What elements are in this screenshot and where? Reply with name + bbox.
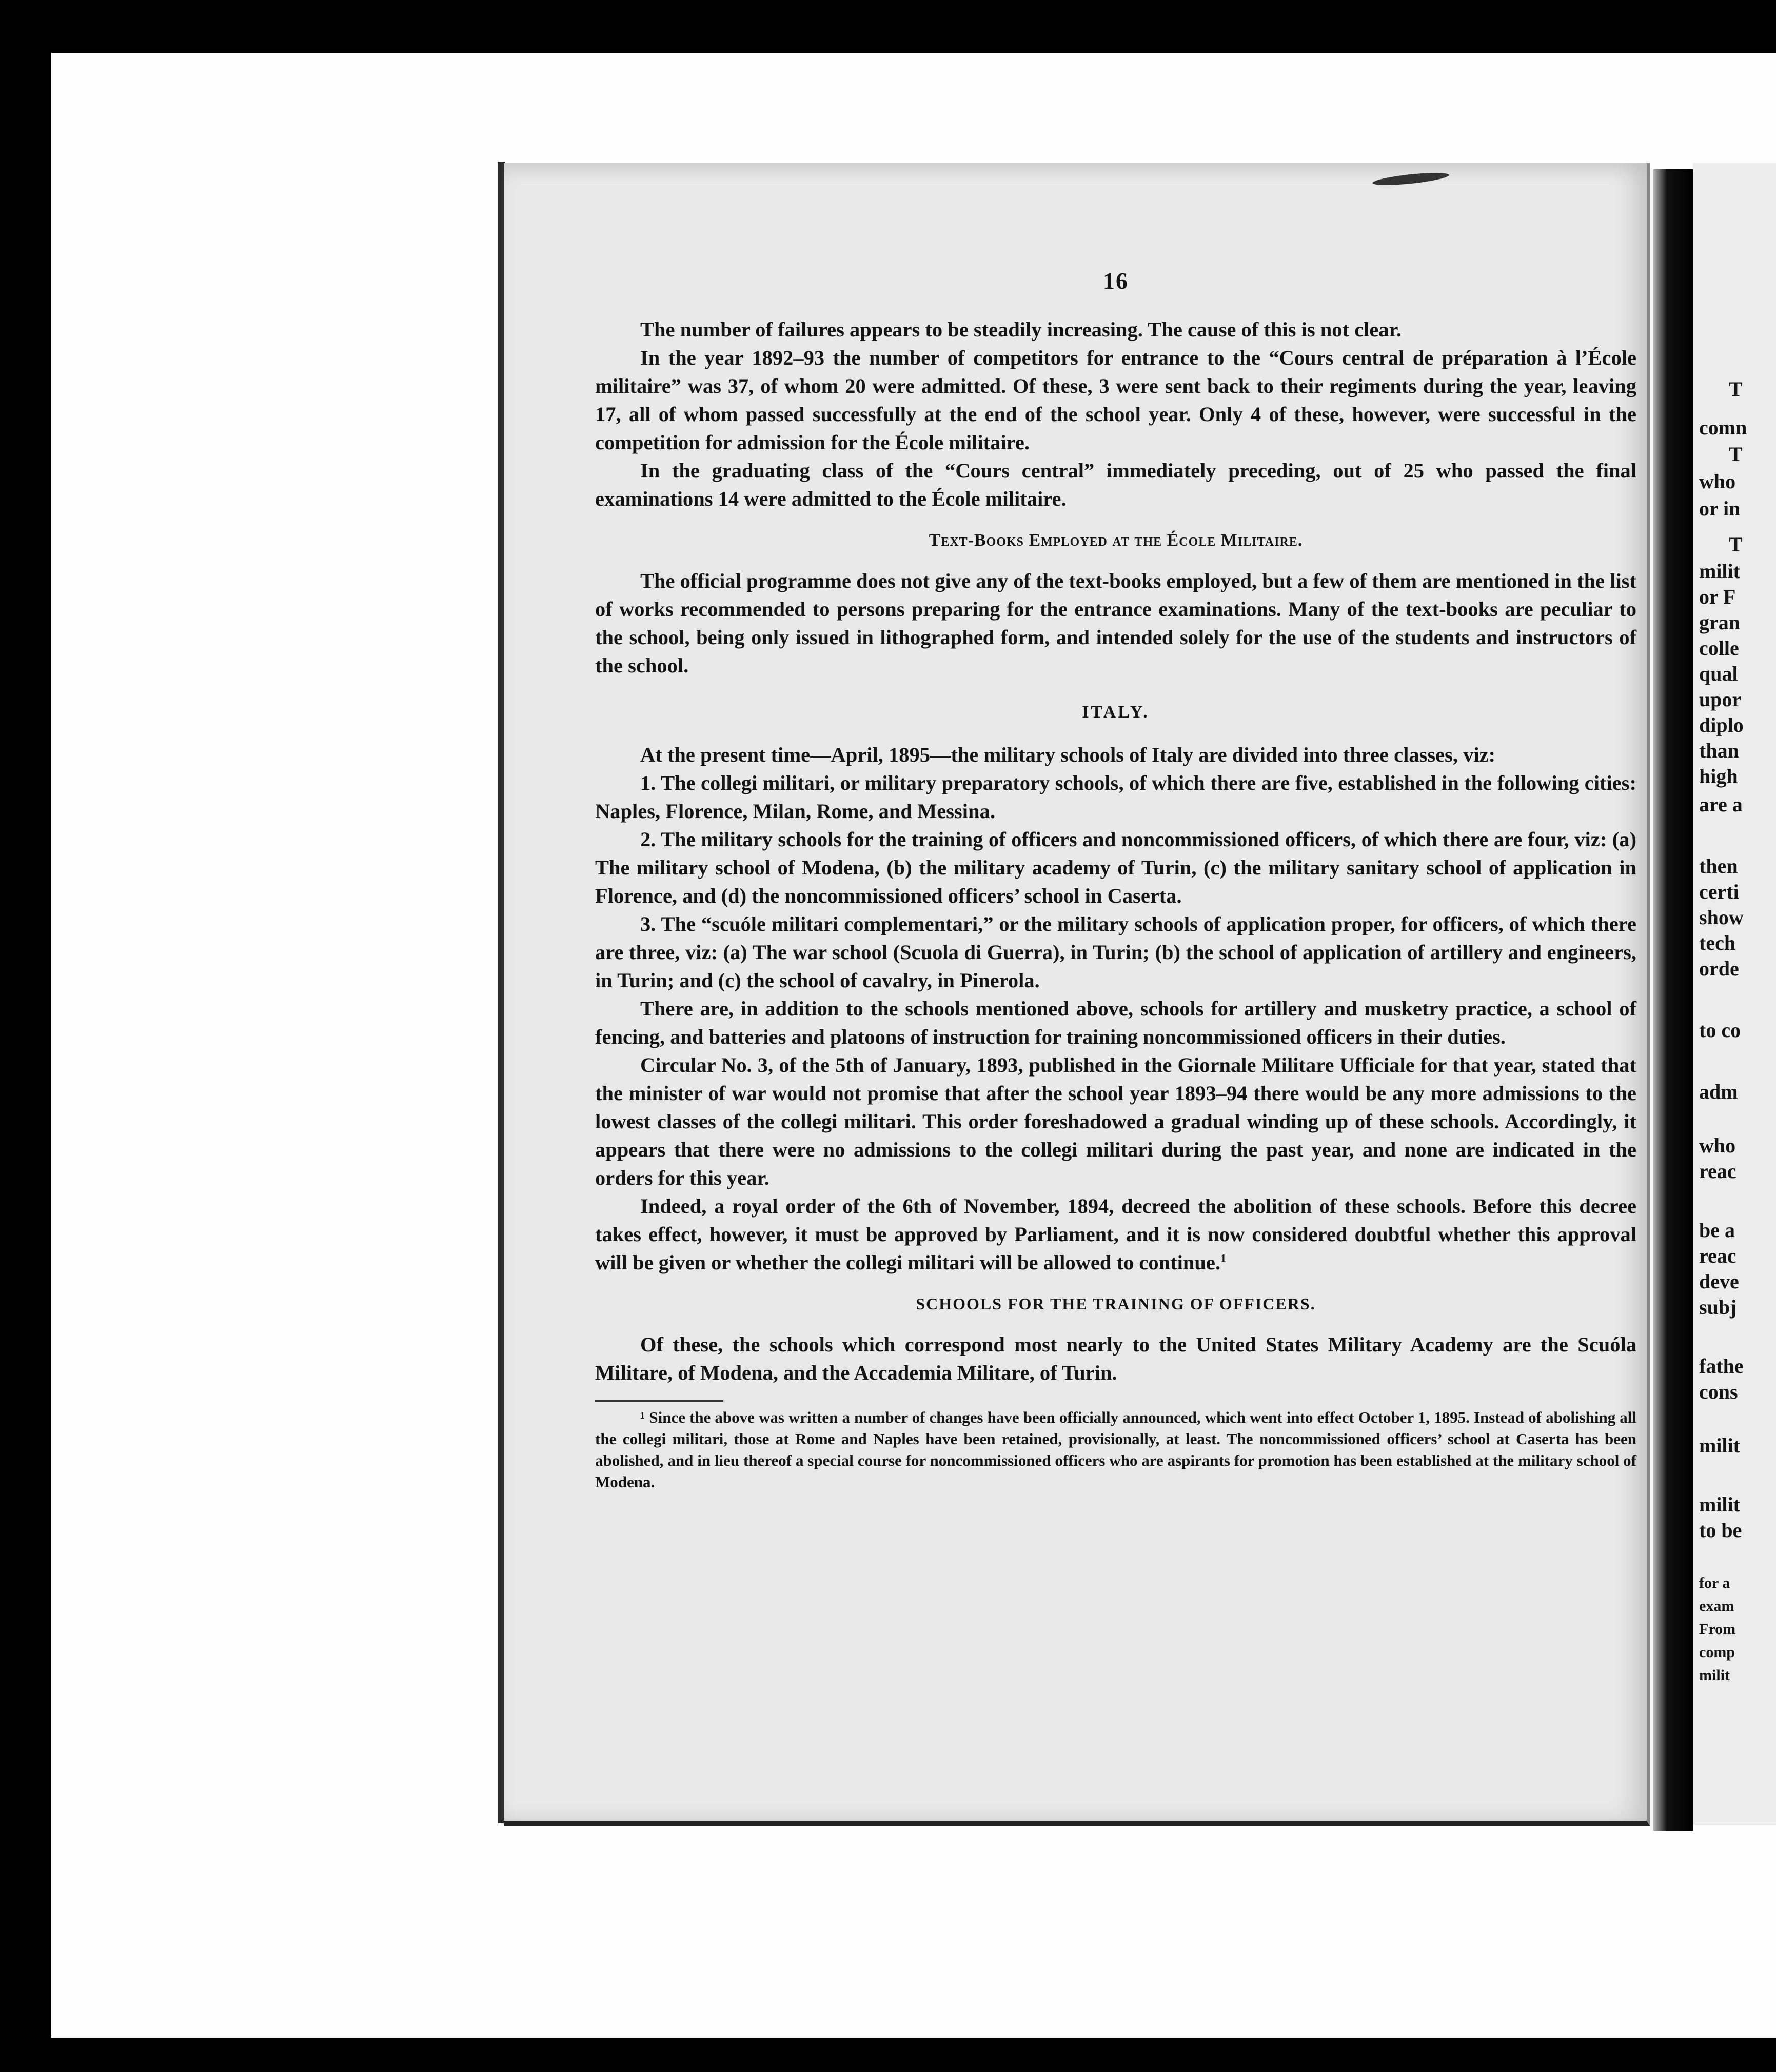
adjacent-page-fragment: subj bbox=[1699, 1296, 1737, 1319]
adjacent-page-fragment: comn bbox=[1699, 416, 1747, 439]
adjacent-page-fragment: for a bbox=[1699, 1575, 1730, 1591]
paragraph: In the year 1892–93 the number of competitors for entrance to the “Cours central de préparation à l’École militaire” was 37, of whom 20 were admitted. Of these, 3 were sent back to their regiments during the year, leaving 17, all of whom passed successfully at the end of the school year. Only 4 of these, however, were successful in the competition for admission for the École militaire. bbox=[595, 346, 1636, 454]
adjacent-page-fragment: show bbox=[1699, 906, 1744, 929]
adjacent-page-fragment: T bbox=[1729, 443, 1743, 466]
adjacent-page-fragment: certi bbox=[1699, 880, 1739, 903]
adjacent-page-fragment: milit bbox=[1699, 1434, 1740, 1457]
section-heading-officers: SCHOOLS FOR THE TRAINING OF OFFICERS. bbox=[916, 1294, 1316, 1313]
paragraph bbox=[595, 1192, 1636, 1277]
adjacent-page-fragment: reac bbox=[1699, 1244, 1736, 1267]
paragraph: At the present time—April, 1895—the military schools of Italy are divided into three classes, viz: bbox=[640, 743, 1496, 766]
adjacent-page-fragment: fathe bbox=[1699, 1354, 1744, 1378]
adjacent-page-fragment: who bbox=[1699, 1134, 1736, 1157]
adjacent-page-fragment: high bbox=[1699, 765, 1738, 788]
adjacent-page-fragment: upor bbox=[1699, 688, 1742, 711]
paragraph: Circular No. 3, of the 5th of January, 1893, published in the Giornale Militare Ufficiale for that year, stated that the minister of war would not promise that after the school year 1893–94 there would be any more admissions to the lowest classes of the collegi militari. This order foreshadowed a gradual winding up of these schools. Accordingly, it appears that there were no admissions to the collegi militari during the past year, and none are indicated in the orders for this year. bbox=[595, 1053, 1636, 1189]
adjacent-page-fragment: From bbox=[1699, 1621, 1736, 1638]
paragraph-text: Indeed, a royal order of the 6th of November, 1894, decreed the abolition of these schools. Before this decree takes effect, however, it must be approved by Parliament, and it is now considered doubtful whether this approval will be given or whether the collegi militari will be allowed to continue. bbox=[595, 1194, 1636, 1274]
paragraph: The official programme does not give any of the text-books employed, but a few of them are mentioned in the list of works recommended to persons preparing for the entrance examinations. Many of the text-books are peculiar to the school, being only issued in lithographed form, and intended solely for the use of the students and instructors of the school. bbox=[595, 569, 1636, 677]
adjacent-page-fragment: exam bbox=[1699, 1598, 1734, 1615]
paragraph: The number of failures appears to be steadily increasing. The cause of this is not clear. bbox=[640, 318, 1402, 341]
paragraph: Of these, the schools which correspond most nearly to the United States Military Academy are the Scuóla Militare, of Modena, and the Accademia Militare, of Turin. bbox=[595, 1333, 1636, 1384]
adjacent-page-fragment: cons bbox=[1699, 1380, 1738, 1403]
adjacent-page-fragment: gran bbox=[1699, 611, 1740, 634]
footnote: ¹ Since the above was written a number of changes have been officially announced, which went into effect October 1, 1895. Instead of abolishing all the collegi militari, those at Rome and Naples have been retained, provisionally, at least. The noncommissioned officers’ school at Caserta has been abolished, and in lieu thereof a special course for noncommissioned officers who are aspirants for promotion has been established at the military school of Modena. bbox=[595, 1408, 1636, 1491]
adjacent-page-fragment: to be bbox=[1699, 1519, 1742, 1542]
footnote-marker: 1 bbox=[1220, 1251, 1227, 1265]
adjacent-page-fragment: T bbox=[1729, 533, 1743, 556]
paragraph: There are, in addition to the schools mentioned above, schools for artillery and musketry practice, a school of fencing, and batteries and platoons of instruction for training noncommissioned officers in their duties. bbox=[595, 997, 1636, 1048]
adjacent-page-fragment: then bbox=[1699, 854, 1738, 878]
footnote-divider bbox=[595, 1400, 723, 1402]
section-heading-italy: ITALY. bbox=[1082, 703, 1150, 722]
page-content bbox=[595, 267, 1636, 1493]
adjacent-page-fragment: orde bbox=[1699, 957, 1739, 980]
adjacent-page-fragment: colle bbox=[1699, 636, 1739, 660]
list-item: 1. The collegi militari, or military preparatory schools, of which there are five, established in the following cities: Naples, Florence, Milan, Rome, and Messina. bbox=[595, 771, 1636, 823]
adjacent-page-fragment: diplo bbox=[1699, 713, 1744, 736]
adjacent-page-fragment: who bbox=[1699, 470, 1736, 493]
adjacent-page-fragment: than bbox=[1699, 739, 1739, 762]
section-heading-textbooks: Text-Books Employed at the École Militaire. bbox=[929, 531, 1303, 550]
adjacent-page-fragment: tech bbox=[1699, 931, 1736, 954]
adjacent-page-fragment: adm bbox=[1699, 1080, 1738, 1103]
adjacent-page-fragment: milit bbox=[1699, 560, 1740, 583]
list-item: 3. The “scuóle militari complementari,” or the military schools of application proper, for officers, of which there are three, viz: (a) The war school (Scuola di Guerra), in Turin; (b) the school of application of artillery and engineers, in Turin; and (c) the school of cavalry, in Pinerola. bbox=[595, 912, 1636, 992]
page-number: 16 bbox=[1103, 268, 1129, 294]
adjacent-page-fragment: reac bbox=[1699, 1160, 1736, 1183]
adjacent-page-fragment: milit bbox=[1699, 1493, 1740, 1516]
adjacent-page-fragment: qual bbox=[1699, 662, 1738, 685]
gutter-shadow bbox=[1653, 169, 1693, 1831]
paragraph: In the graduating class of the “Cours central” immediately preceding, out of 25 who passed the final examinations 14 were admitted to the École militaire. bbox=[595, 459, 1636, 510]
adjacent-page-fragment: comp bbox=[1699, 1644, 1735, 1661]
adjacent-page-fragment: to co bbox=[1699, 1019, 1741, 1042]
adjacent-page-fragment: or in bbox=[1699, 497, 1741, 520]
adjacent-page-fragment: T bbox=[1729, 377, 1743, 401]
adjacent-page-fragment: are a bbox=[1699, 793, 1743, 816]
adjacent-page-fragment: be a bbox=[1699, 1219, 1735, 1242]
list-item: 2. The military schools for the training of officers and noncommissioned officers, of which there are four, viz: (a) The military school of Modena, (b) the military academy of Turin, (c) the military sanitary school of application in Florence, and (d) the noncommissioned officers’ school in Caserta. bbox=[595, 828, 1636, 907]
adjacent-page-fragment: or F bbox=[1699, 585, 1736, 608]
adjacent-page-fragment: milit bbox=[1699, 1667, 1730, 1684]
adjacent-page-fragment: deve bbox=[1699, 1270, 1739, 1293]
